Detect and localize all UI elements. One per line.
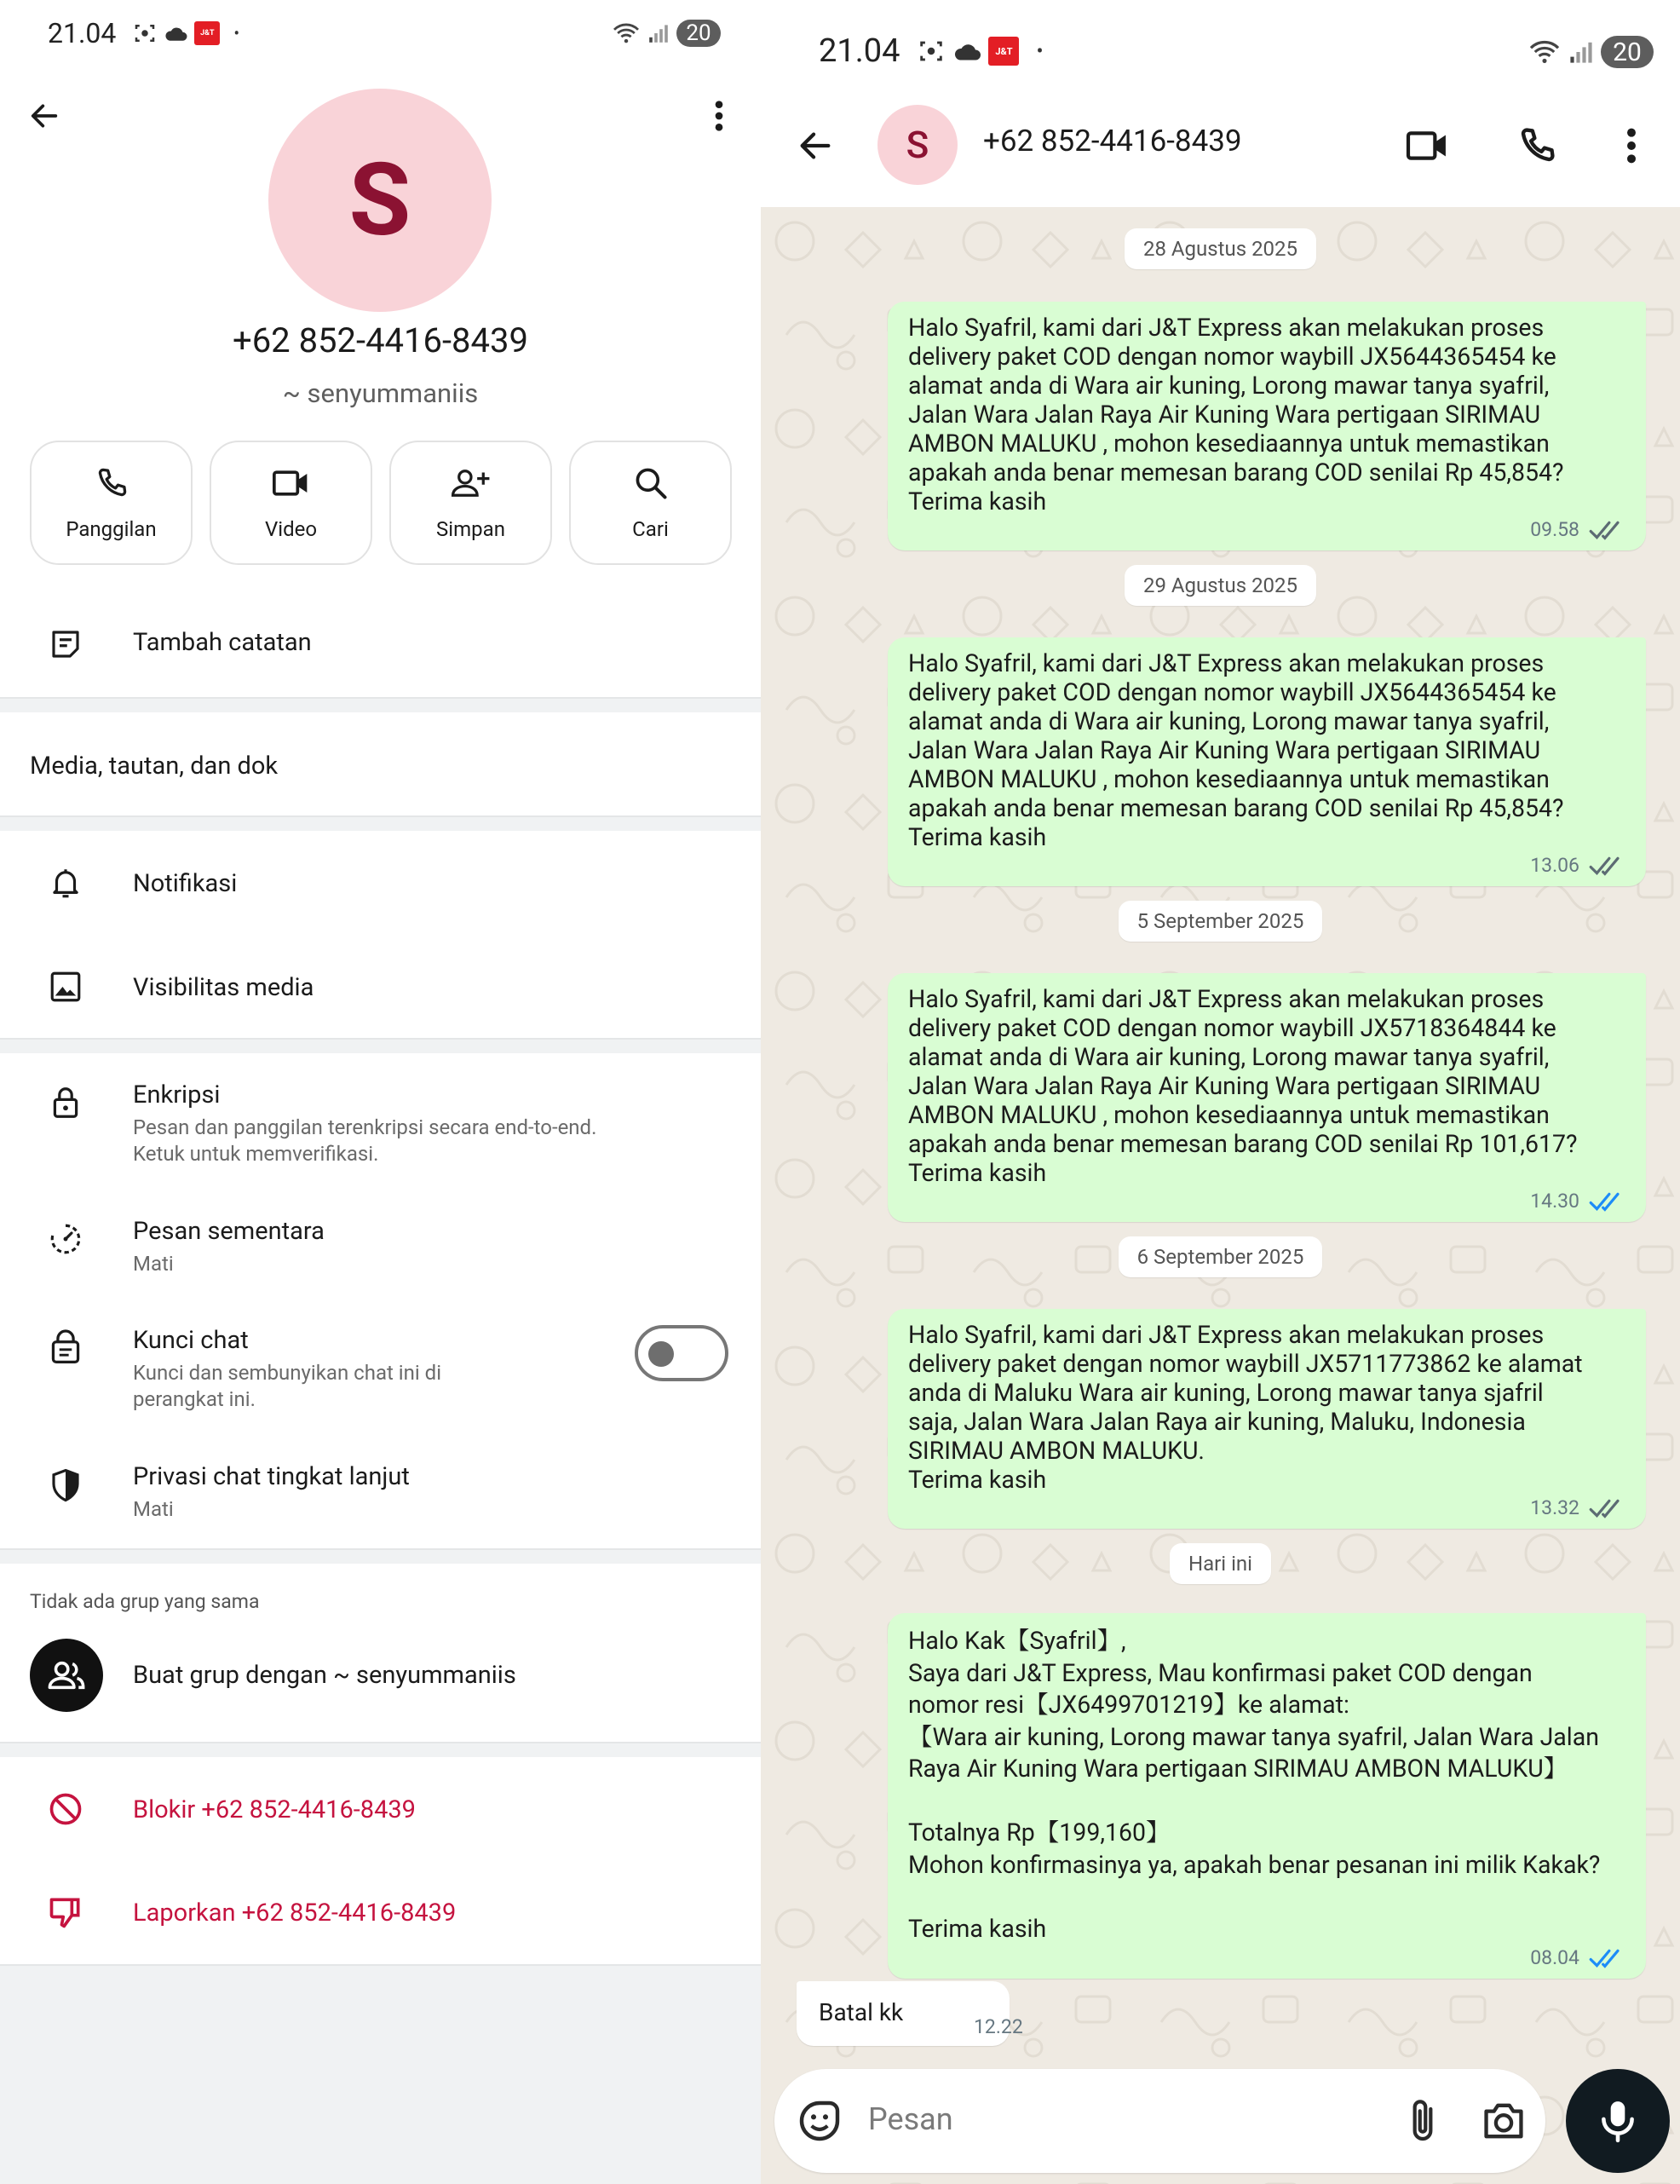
- phone-icon: [93, 464, 130, 502]
- date-chip: [761, 901, 1680, 942]
- date-chip-label: 29 Agustus 2025: [1125, 565, 1316, 606]
- search-action-button[interactable]: [569, 441, 732, 565]
- message-time: 13.32: [1530, 1496, 1579, 1519]
- voice-call-button[interactable]: [1510, 119, 1563, 172]
- lock-icon: [50, 1084, 81, 1121]
- encryption-row[interactable]: [0, 1074, 761, 1176]
- media-visibility-row[interactable]: [0, 954, 761, 1023]
- call-action-button[interactable]: [30, 441, 193, 565]
- advanced-privacy-subtitle: Mati: [133, 1497, 174, 1521]
- paperclip-icon: [1406, 2097, 1440, 2145]
- screenshot-icon: [915, 37, 947, 66]
- add-note-label: Tambah catatan: [133, 628, 312, 657]
- camera-button[interactable]: [1477, 2095, 1530, 2147]
- signal-icon: [1568, 40, 1594, 64]
- block-label: Blokir +62 852-4416-8439: [133, 1795, 416, 1824]
- contact-info-screen: [0, 0, 761, 2184]
- attach-button[interactable]: [1396, 2095, 1449, 2147]
- contact-phone: +62 852-4416-8439: [233, 320, 528, 360]
- video-call-button[interactable]: [1401, 119, 1454, 172]
- encryption-title: Enkripsi: [133, 1080, 221, 1109]
- status-time: 21.04: [48, 17, 117, 49]
- search-icon: [632, 464, 670, 502]
- report-label: Laporkan +62 852-4416-8439: [133, 1899, 457, 1928]
- outgoing-message[interactable]: [888, 1309, 1646, 1529]
- contact-alias: ~ senyummaniis: [282, 377, 479, 409]
- message-time: 13.06: [1530, 854, 1579, 877]
- disappearing-title: Pesan sementara: [133, 1217, 325, 1246]
- date-chip-label: 6 September 2025: [1119, 1236, 1323, 1277]
- double-check-read-icon: [1588, 1947, 1625, 1969]
- jt-app-icon: J&T: [988, 37, 1019, 66]
- disappearing-messages-row[interactable]: [0, 1210, 761, 1295]
- message-text: Batal kk: [819, 1998, 904, 2026]
- chat-lock-toggle[interactable]: [635, 1325, 728, 1381]
- notifications-row[interactable]: [0, 850, 761, 919]
- timer-icon: [48, 1220, 83, 1258]
- wifi-icon: [1528, 38, 1562, 66]
- chat-avatar[interactable]: S: [877, 105, 958, 185]
- disappearing-subtitle: Mati: [133, 1252, 174, 1276]
- add-note-row[interactable]: [0, 609, 761, 677]
- sticker-button[interactable]: [793, 2095, 846, 2147]
- double-check-icon: [1588, 519, 1625, 541]
- no-common-groups-label: Tidak ada grup yang sama: [30, 1590, 260, 1613]
- call-action-label: Panggilan: [66, 517, 157, 541]
- chat-screen: [761, 0, 1680, 2184]
- date-chip-label: 28 Agustus 2025: [1125, 228, 1316, 269]
- phone-icon: [1515, 124, 1559, 168]
- advanced-privacy-row[interactable]: [0, 1455, 761, 1541]
- image-icon: [48, 968, 83, 1006]
- camera-icon: [1480, 2100, 1528, 2142]
- signal-icon: [647, 23, 670, 43]
- group-avatar: [30, 1639, 103, 1712]
- status-bar: 21.04 J&T • 20: [48, 0, 721, 66]
- message-time: 12.22: [974, 2015, 1023, 2038]
- date-chip: [761, 1236, 1680, 1277]
- sticker-icon: [796, 2097, 843, 2145]
- outgoing-message[interactable]: [888, 302, 1646, 550]
- chat-status-bar: 21.04 J&T • 20: [819, 0, 1654, 66]
- save-action-label: Simpan: [436, 517, 505, 541]
- bell-icon: [48, 864, 83, 902]
- chat-status-time: 21.04: [819, 32, 900, 70]
- double-check-icon: [1588, 1497, 1625, 1519]
- media-visibility-label: Visibilitas media: [133, 973, 314, 1002]
- message-text: Halo Kak【Syafril】, Saya dari J&T Express, Mau konfirmasi paket COD dengan nomor resi【JX6499701219】ke alamat: 【Wara air kuning, Lorong mawar tanya syafril, Jalan Wara Jalan Raya Air Kuning Wara pertigaan SIRIMAU AMBON MALUKU】 Totalnya Rp【199,160】 Mohon konfirmasinya ya, apakah benar pesanan ini milik Kakak? Terima kasih: [908, 1627, 1601, 1943]
- encryption-subtitle-1: Pesan dan panggilan terenkripsi secara end-to-end.: [133, 1115, 597, 1139]
- search-action-label: Cari: [632, 517, 669, 541]
- message-time: 09.58: [1530, 518, 1579, 541]
- wifi-icon: [612, 21, 641, 45]
- media-links-docs-row[interactable]: [0, 733, 761, 801]
- message-text: Halo Syafril, kami dari J&T Express akan melakukan proses delivery paket COD dengan nomor waybill JX5644365454 ke alamat anda di Wara air kuning, Lorong mawar tanya syafril, Jalan Wara Jalan Raya Air Kuning Wara pertigaan SIRIMAU AMBON MALUKU , mohon kesediaannya untuk memastikan apakah anda benar memesan barang COD senilai Rp 45,854? Terima kasih: [908, 314, 1564, 516]
- chat-lock-subtitle-1: Kunci dan sembunyikan chat ini di: [133, 1361, 442, 1385]
- arrow-back-icon: [796, 126, 835, 165]
- chat-contact-name[interactable]: +62 852-4416-8439: [983, 124, 1242, 158]
- jt-app-icon: J&T: [194, 21, 220, 45]
- more-vert-icon: [1625, 126, 1637, 165]
- toggle-knob: [648, 1341, 674, 1367]
- chat-lock-icon: [49, 1329, 83, 1367]
- report-contact-row[interactable]: [0, 1880, 761, 1948]
- media-links-docs-label: Media, tautan, dan dok: [30, 752, 279, 781]
- chat-lock-subtitle-2: perangkat ini.: [133, 1387, 256, 1411]
- date-chip: [761, 1543, 1680, 1584]
- video-action-button[interactable]: [210, 441, 372, 565]
- create-group-label: Buat grup dengan ~ senyummaniis: [133, 1661, 516, 1690]
- save-contact-button[interactable]: [389, 441, 552, 565]
- shield-icon: [50, 1467, 81, 1503]
- battery-indicator: 20: [676, 20, 721, 47]
- block-contact-row[interactable]: [0, 1777, 761, 1845]
- quick-actions: [30, 441, 732, 565]
- message-text: Halo Syafril, kami dari J&T Express akan melakukan proses delivery paket COD dengan nomor waybill JX5718364844 ke alamat anda di Wara air kuning, Lorong mawar tanya syafril, Jalan Wara Jalan Raya Air Kuning Wara pertigaan SIRIMAU AMBON MALUKU , mohon kesediaannya untuk memastikan apakah anda benar memesan barang COD senilai Rp 101,617? Terima kasih: [908, 985, 1578, 1187]
- back-button[interactable]: [24, 95, 65, 136]
- message-composer: [774, 2069, 1545, 2173]
- more-vert-icon: [714, 99, 724, 133]
- contact-avatar[interactable]: S: [268, 89, 492, 312]
- microphone-icon: [1599, 2098, 1637, 2144]
- add-person-icon: [450, 464, 492, 502]
- date-chip: [761, 228, 1680, 269]
- block-icon: [47, 1790, 84, 1828]
- outgoing-message[interactable]: [888, 973, 1646, 1222]
- cloud-icon: [952, 39, 983, 63]
- double-check-read-icon: [1588, 1190, 1625, 1213]
- voice-message-button[interactable]: [1566, 2069, 1670, 2173]
- screenshot-icon: [131, 20, 158, 46]
- date-chip: [761, 565, 1680, 606]
- chat-header: [761, 0, 1680, 207]
- outgoing-message[interactable]: [888, 1613, 1646, 1979]
- note-icon: [48, 626, 83, 662]
- video-icon: [271, 464, 312, 502]
- chat-back-button[interactable]: [791, 122, 839, 170]
- create-group-row[interactable]: [0, 1639, 761, 1712]
- video-action-label: Video: [264, 517, 318, 541]
- group-icon: [45, 1658, 88, 1692]
- notifications-label: Notifikasi: [133, 869, 238, 898]
- message-time: 14.30: [1530, 1190, 1579, 1213]
- double-check-icon: [1588, 855, 1625, 877]
- battery-indicator: 20: [1601, 36, 1654, 68]
- message-text: Halo Syafril, kami dari J&T Express akan melakukan proses delivery paket COD dengan nomor waybill JX5644365454 ke alamat anda di Wara air kuning, Lorong mawar tanya syafril, Jalan Wara Jalan Raya Air Kuning Wara pertigaan SIRIMAU AMBON MALUKU , mohon kesediaannya untuk memastikan apakah anda benar memesan barang COD senilai Rp 45,854? Terima kasih: [908, 649, 1564, 851]
- advanced-privacy-title: Privasi chat tingkat lanjut: [133, 1462, 410, 1491]
- encryption-subtitle-2: Ketuk untuk memverifikasi.: [133, 1142, 379, 1166]
- message-text: Halo Syafril, kami dari J&T Express akan melakukan proses delivery paket dengan nomor waybill JX5711773862 ke alamat anda di Maluku Wara air kuning, Lorong mawar tanya sjafril saja, Jalan Wara Jalan Raya air kuning, Maluku, Indonesia SIRIMAU AMBON MALUKU. Terima kasih: [908, 1321, 1583, 1494]
- date-chip-label: 5 September 2025: [1119, 901, 1323, 942]
- cloud-icon: [164, 23, 189, 43]
- arrow-back-icon: [27, 99, 61, 133]
- thumbs-down-icon: [46, 1893, 85, 1931]
- video-icon: [1403, 126, 1453, 165]
- date-chip-label: Hari ini: [1170, 1543, 1271, 1584]
- chat-more-options-button[interactable]: [1614, 119, 1648, 172]
- chat-lock-title: Kunci chat: [133, 1326, 249, 1355]
- outgoing-message[interactable]: [888, 637, 1646, 886]
- message-input[interactable]: Pesan: [868, 2101, 953, 2137]
- more-options-button[interactable]: [699, 95, 739, 136]
- incoming-message[interactable]: [797, 1981, 1023, 2046]
- message-time: 08.04: [1530, 1946, 1579, 1970]
